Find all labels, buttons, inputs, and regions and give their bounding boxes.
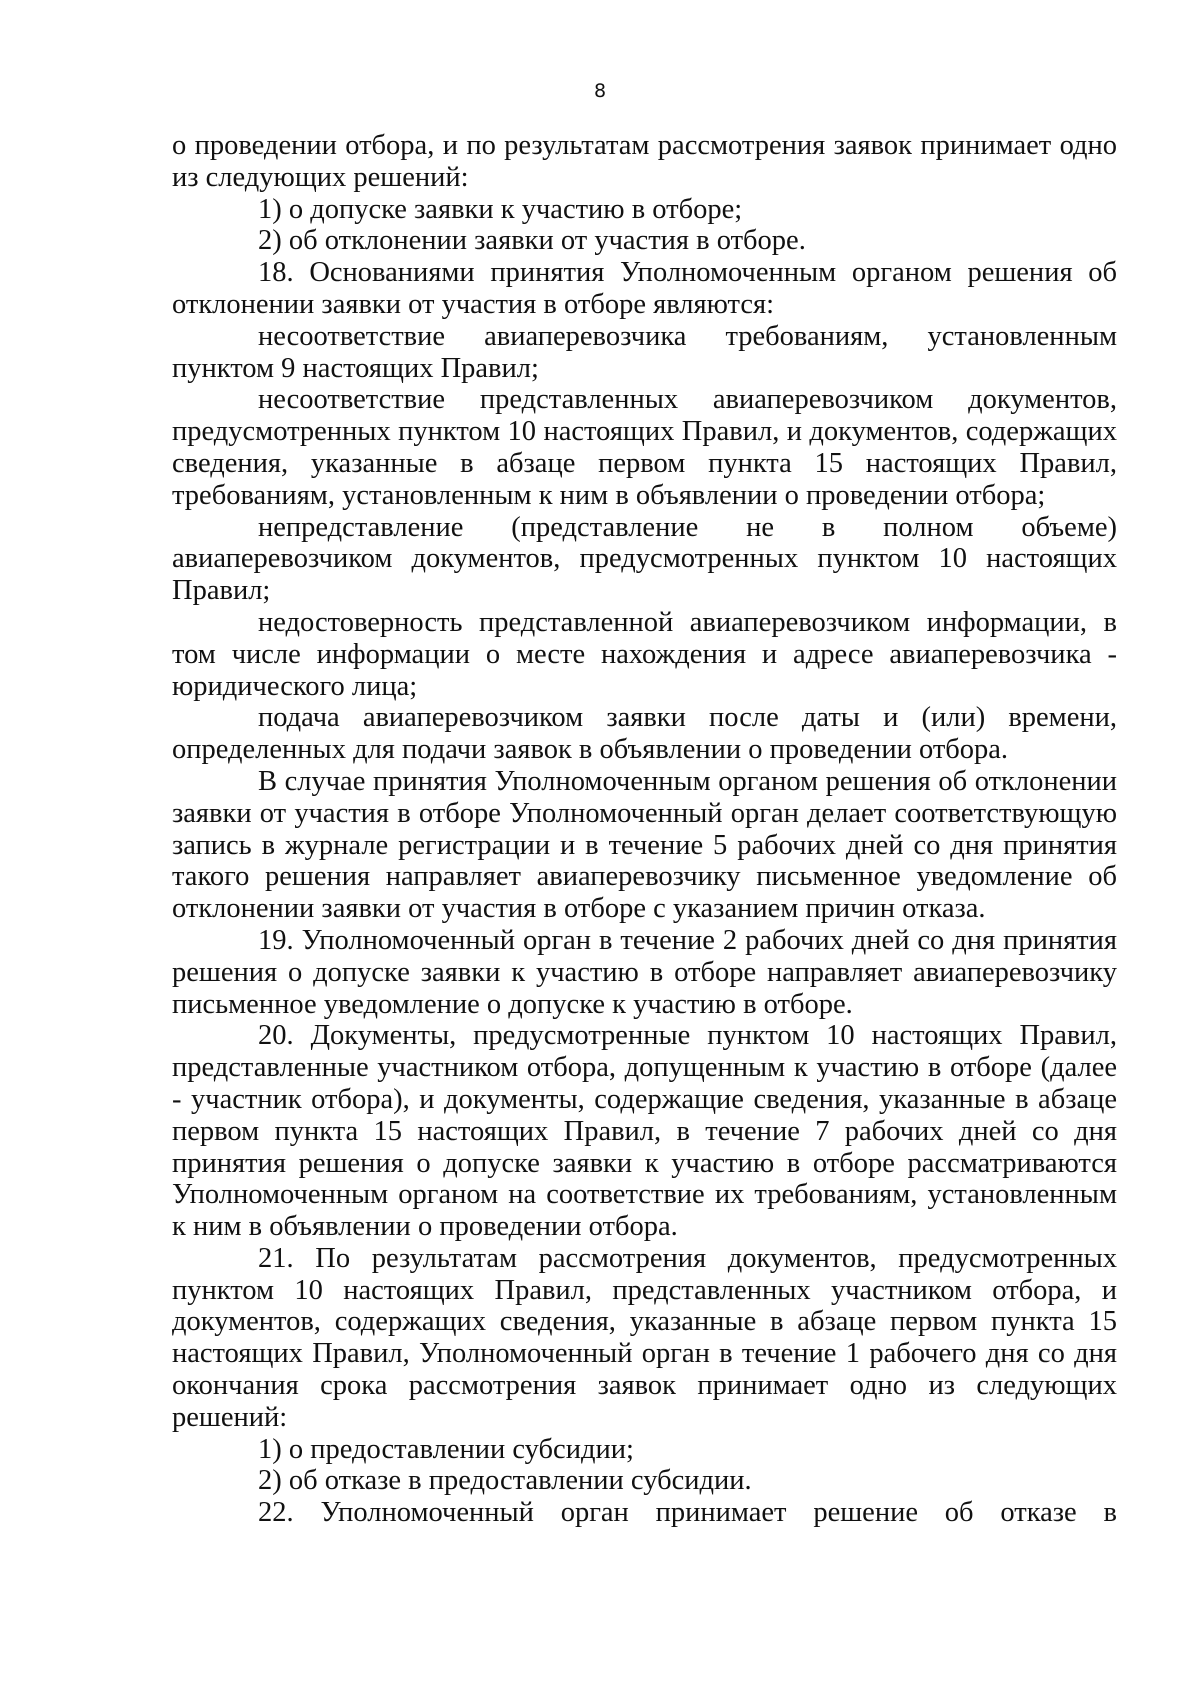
clause-20: 20. Документы, предусмотренные пунктом 10 настоящих Правил, представленные участником отбора, допущенным к участию в отборе (далее - участник отбора), и документы, содержащие сведения, указанные в абзаце первом пункта 15 настоящих Правил, в течение 7 рабочих дней со дня принятия решения о допуске заявки к участию в отборе рассматриваются Уполномоченным органом на соответствие их требованиям, установленным к ним в объявлении о проведении отбора. — [172, 1020, 1117, 1243]
paragraph-continuation: о проведении отбора, и по результатам рассмотрения заявок принимает одно из следующих решений: — [172, 130, 1117, 193]
list-item-admission: 1) о допуске заявки к участию в отборе; — [258, 193, 743, 225]
clause-19: 19. Уполномоченный орган в течение 2 рабочих дней со дня принятия решения о допуске заявки к участию в отборе направляет авиаперевозчику письменное уведомление о допуске к участию в отборе. — [172, 924, 1117, 1020]
document-body — [172, 130, 1117, 1529]
clause-18-reason-1: несоответствие авиаперевозчика требованиям, установленным пунктом 9 настоящих Правил; — [172, 320, 1117, 384]
list-item-refuse-subsidy: 2) об отказе в предоставлении субсидии. — [258, 1465, 752, 1497]
clause-18-reason-2: несоответствие представленных авиаперевозчиком документов, предусмотренных пунктом 10 настоящих Правил, и документов, содержащих сведения, указанные в абзаце первом пункта 15 настоящих Правил, требованиям, установленным к ним в объявлении о проведении отбора; — [172, 384, 1117, 511]
clause-18-reason-5: подача авиаперевозчиком заявки после даты и (или) времени, определенных для подачи заявок в объявлении о проведении отбора. — [172, 702, 1117, 766]
list-item-grant-subsidy: 1) о предоставлении субсидии; — [258, 1433, 634, 1465]
clause-18-rejection-procedure: В случае принятия Уполномоченным органом решения об отклонении заявки от участия в отборе Уполномоченный орган делает соответствующую запись в журнале регистрации и в течение 5 рабочих дней со дня принятия такого решения направляет авиаперевозчику письменное уведомление об отклонении заявки от участия в отборе с указанием причин отказа. — [172, 765, 1117, 925]
clause-21: 21. По результатам рассмотрения документов, предусмотренных пунктом 10 настоящих Правил, представленных участником отбора, и документов, содержащих сведения, указанные в абзаце первом пункта 15 настоящих Правил, Уполномоченный орган в течение 1 рабочего дня со дня окончания срока рассмотрения заявок принимает одно из следующих решений: — [172, 1242, 1117, 1433]
clause-18: 18. Основаниями принятия Уполномоченным органом решения об отклонении заявки от участия в отборе являются: — [172, 257, 1117, 320]
clause-22: 22. Уполномоченный орган принимает решение об отказе в — [258, 1497, 1117, 1529]
clause-18-reason-3: непредставление (представление не в полном объеме) авиаперевозчиком документов, предусмотренных пунктом 10 настоящих Правил; — [172, 511, 1117, 607]
list-item-rejection: 2) об отклонении заявки от участия в отборе. — [258, 225, 806, 257]
clause-18-reason-4: недостоверность представленной авиаперевозчиком информации, в том числе информации о месте нахождения и адресе авиаперевозчика - юридического лица; — [172, 606, 1117, 702]
page-number: 8 — [593, 80, 607, 102]
